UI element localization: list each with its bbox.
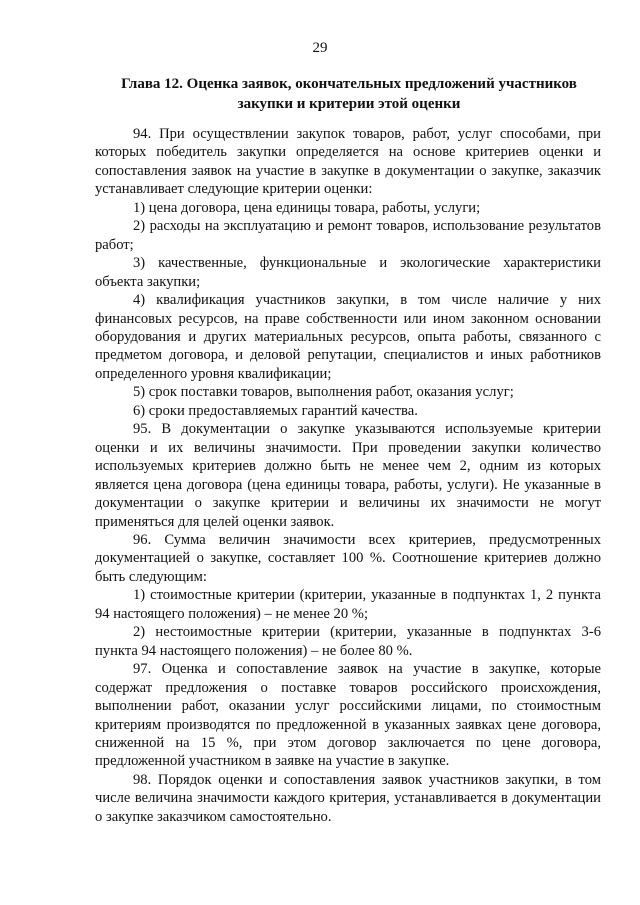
criterion-5: 5) срок поставки товаров, выполнения работ, оказания услуг; <box>133 384 514 401</box>
paragraph-97: 97. Оценка и сопоставление заявок на участие в закупке, которые содержат предложения о поставке товаров российского происхождения, выполнении работ, оказании услуг российскими лицами, по стоимостным критериям производятся по предложенной в указанных заявках цене договора, сниженной на 15 %, при этом договор заключается по цене договора, предложенной участником в заявке на участие в закупке. <box>95 661 601 770</box>
paragraph-94: 94. При осуществлении закупок товаров, работ, услуг способами, при которых победитель закупки определяется на основе критериев оценки и сопоставления заявок на участие в закупке в документации о закупке, заказчик устанавливает следующие критерии оценки: <box>95 126 601 198</box>
ratio-noncost-criteria: 2) нестоимостные критерии (критерии, указанные в подпунктах 3-6 пункта 94 настоящего положения) – не более 80 %. <box>95 624 601 659</box>
ratio-cost-criteria: 1) стоимостные критерии (критерии, указанные в подпунктах 1, 2 пункта 94 настоящего положения) – не менее 20 %; <box>95 587 601 622</box>
criterion-2: 2) расходы на эксплуатацию и ремонт товаров, использование результатов работ; <box>95 218 601 253</box>
paragraph-95: 95. В документации о закупке указываются используемые критерии оценки и их величины значимости. При проведении закупки количество используемых критериев должно быть не менее чем 2, одним из которых является цена договора (цена единицы товара, работы, услуги). Не указанные в документации о закупке критерии и величины их значимости не могут применяться для целей оценки заявок. <box>95 421 601 530</box>
body-text <box>95 125 601 826</box>
paragraph-98: 98. Порядок оценки и сопоставления заявок участников закупки, в том числе величина значимости каждого критерия, устанавливается в документации о закупке заказчиком самостоятельно. <box>95 771 601 825</box>
chapter-title-line-2: закупки и критерии этой оценки <box>237 96 461 112</box>
criterion-6: 6) сроки предоставляемых гарантий качества. <box>133 402 418 419</box>
chapter-title <box>96 74 602 114</box>
criterion-1: 1) цена договора, цена единицы товара, работы, услуги; <box>133 199 481 216</box>
page-number: 29 <box>312 40 328 56</box>
paragraph-96: 96. Сумма величин значимости всех критериев, предусмотренных документацией о закупке, составляет 100 %. Соотношение критериев должно быть следующим: <box>95 531 601 585</box>
chapter-title-line-1: Глава 12. Оценка заявок, окончательных предложений участников <box>121 76 577 92</box>
criterion-4: 4) квалификация участников закупки, в том числе наличие у них финансовых ресурсов, на праве собственности или ином законном основании оборудования и других материальных ресурсов, опыта работы, связанного с предметом договора, и деловой репутации, специалистов и иных работников определенного уровня квалификации; <box>95 292 601 382</box>
criterion-3: 3) качественные, функциональные и экологические характеристики объекта закупки; <box>95 255 601 290</box>
